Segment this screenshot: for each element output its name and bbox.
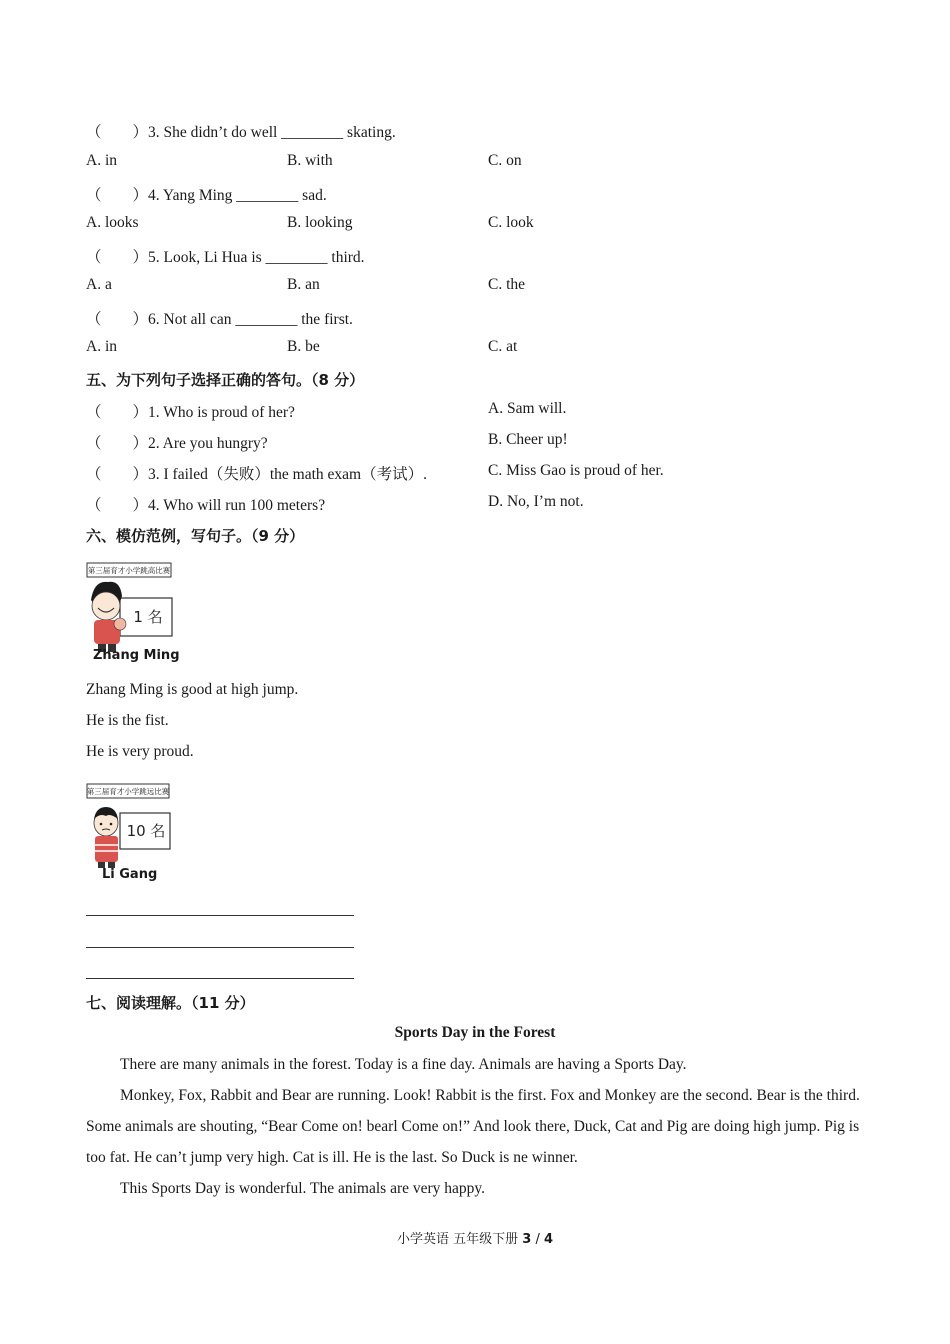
answer-line-2[interactable] [86, 947, 354, 948]
banner-text: 第三届育才小学跳远比赛 [86, 787, 170, 796]
question-4-6: （ ）6. Not all can ________ the first. [86, 311, 353, 328]
answer-line-1[interactable] [86, 915, 354, 916]
question-stem: 3. She didn’t do well ________ skating. [148, 124, 396, 141]
question-stem: 5. Look, Li Hua is ________ third. [148, 249, 365, 266]
match-question: （ ）3. I failed（失败）the math exam（考试）. [86, 466, 427, 483]
name-label: Zhang Ming [93, 648, 180, 663]
match-answer: B. Cheer up! [488, 431, 568, 448]
question-4-5: （ ）5. Look, Li Hua is ________ third. [86, 249, 365, 266]
option: B. with [287, 152, 333, 169]
footer-label: 小学英语 五年级下册 [396, 1232, 519, 1247]
option: A. in [86, 338, 117, 355]
page-number: 3 [522, 1232, 532, 1247]
passage-paragraph-1: There are many animals in the forest. Today is a fine day. Animals are having a Sports Day. [120, 1056, 687, 1073]
banner-text: 第三届育才小学跳高比赛 [87, 566, 171, 575]
option: A. in [86, 152, 117, 169]
rank-text: 1 名 [133, 608, 163, 626]
example-sentence: Zhang Ming is good at high jump. [86, 681, 299, 698]
question-stem: 4. Yang Ming ________ sad. [148, 187, 327, 204]
section-6-heading: 六、模仿范例，写句子。（9 分） [86, 527, 305, 545]
option: A. a [86, 276, 112, 293]
li-gang-illustration [86, 783, 172, 887]
question-stem: 6. Not all can ________ the first. [148, 311, 353, 328]
page-footer [0, 1228, 950, 1247]
option: C. on [488, 152, 522, 169]
passage-paragraph-3: This Sports Day is wonderful. The animals are very happy. [120, 1180, 486, 1197]
rank-text: 10 名 [126, 822, 166, 840]
page-separator: / [535, 1232, 540, 1247]
name-label: Li Gang [102, 867, 158, 882]
question-4-4: （ ）4. Yang Ming ________ sad. [86, 187, 327, 204]
match-answer: C. Miss Gao is proud of her. [488, 462, 664, 479]
question-4-3: （ ）3. She didn’t do well ________ skating. [86, 124, 396, 141]
section-7-heading: 七、阅读理解。（11 分） [86, 994, 255, 1012]
answer-line-3[interactable] [86, 978, 354, 979]
section-5-heading: 五、为下列句子选择正确的答句。（8 分） [86, 371, 365, 389]
match-question: （ ）2. Are you hungry? [86, 435, 268, 452]
zhang-ming-illustration [86, 562, 180, 668]
option: C. the [488, 276, 526, 293]
option: C. at [488, 338, 518, 355]
example-sentence: He is very proud. [86, 743, 194, 760]
match-question: （ ）1. Who is proud of her? [86, 404, 295, 421]
match-answer: D. No, I’m not. [488, 493, 584, 510]
option: B. an [287, 276, 320, 293]
option: B. be [287, 338, 320, 355]
example-sentence: He is the fist. [86, 712, 169, 729]
match-answer: A. Sam will. [488, 400, 567, 417]
option: C. look [488, 214, 534, 231]
match-question: （ ）4. Who will run 100 meters? [86, 497, 326, 514]
passage-title: Sports Day in the Forest [394, 1024, 556, 1041]
page-total: 4 [543, 1232, 554, 1247]
passage-paragraph-2: Monkey, Fox, Rabbit and Bear are running. Look! Rabbit is the first. Fox and Monkey are the second. Bear is the third. Some animals are shouting, “Bear Come on! bearl Come on!” And look there, Duck, Cat and Pig are doing high jump. Pig is too fat. He can’t jump very high. Cat is ill. He is the last. So Duck is ne winner. [86, 1087, 860, 1166]
option: A. looks [86, 214, 139, 231]
option: B. looking [287, 214, 353, 231]
